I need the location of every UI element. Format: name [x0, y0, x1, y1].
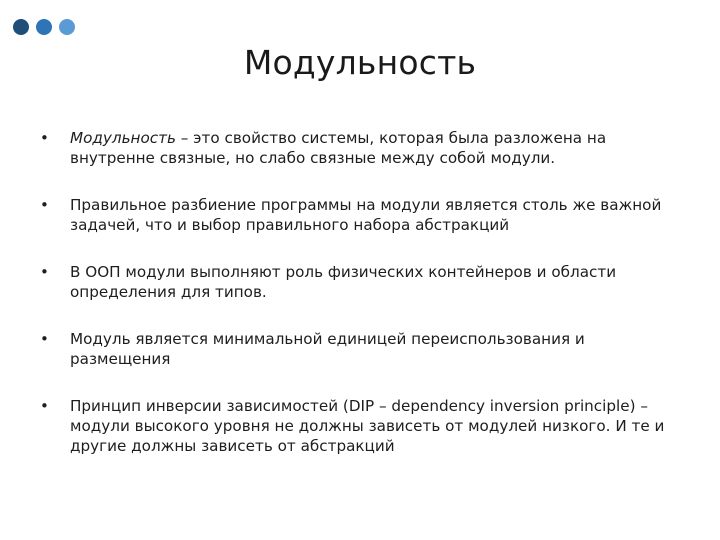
bullet-marker: • — [40, 196, 49, 214]
bullet-marker: • — [40, 397, 49, 415]
bullet-marker: • — [40, 263, 49, 281]
bullet-text: – это свойство системы, которая была разложена на внутренне связные, но слабо связные между собой модули. — [70, 129, 607, 167]
dot-light-blue-icon — [59, 19, 75, 35]
slide-title: Модульность — [243, 43, 477, 82]
bullet-item-2 — [38, 195, 688, 235]
bullet-text: Правильное разбиение программы на модули является столь же важной задачей, что и выбор правильного набора абстракций — [70, 196, 662, 234]
bullet-item-4 — [38, 329, 688, 369]
bullet-term: Модульность — [70, 129, 176, 147]
bullet-item-5 — [38, 396, 688, 456]
decorative-dots — [13, 19, 75, 35]
bullet-marker: • — [40, 330, 49, 348]
dot-blue-icon — [36, 19, 52, 35]
bullet-text: В ООП модули выполняют роль физических контейнеров и области определения для типов. — [70, 263, 617, 301]
bullet-text: Модуль является минимальной единицей переиспользования и размещения — [70, 330, 585, 368]
dot-dark-blue-icon — [13, 19, 29, 35]
bullet-item-1 — [38, 128, 688, 168]
bullet-text: Принцип инверсии зависимостей (DIP – dependency inversion principle) – модули высокого уровня не должны зависеть от модулей низкого. И те и другие должны зависеть от абстракций — [70, 397, 665, 455]
bullet-list — [38, 128, 688, 456]
bullet-item-3 — [38, 262, 688, 302]
bullet-marker: • — [40, 129, 49, 147]
